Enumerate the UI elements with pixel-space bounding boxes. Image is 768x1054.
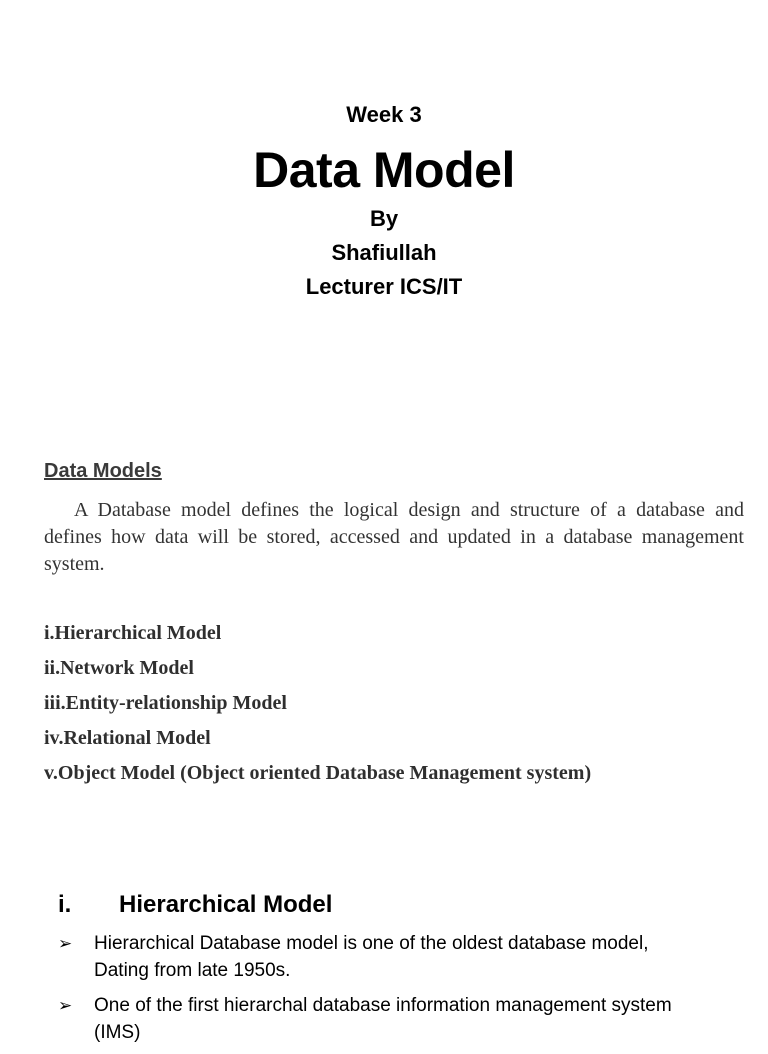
bullet-text: One of the first hierarchal database information management system (IMS) xyxy=(94,995,672,1043)
list-item: ii.Network Model xyxy=(44,657,194,679)
arrow-bullet-icon: ➢ xyxy=(58,934,73,953)
section-number: i. xyxy=(58,891,72,918)
data-models-intro: A Database model defines the logical design and structure of a database and defines how data will be stored, accessed and updated in a database management system. xyxy=(44,499,744,575)
list-item: v.Object Model (Object oriented Database Management system) xyxy=(44,762,592,784)
week-label: Week 3 xyxy=(346,102,422,127)
data-models-list xyxy=(44,618,591,793)
hierarchical-bullets xyxy=(58,930,678,1054)
list-item xyxy=(58,930,678,984)
author-name: Shafiullah xyxy=(331,240,437,265)
list-item: iii.Entity-relationship Model xyxy=(44,692,287,714)
bullet-text: Hierarchical Database model is one of the oldest database model, Dating from late 1950s. xyxy=(94,933,649,981)
arrow-bullet-icon: ➢ xyxy=(58,996,73,1015)
author-role: Lecturer ICS/IT xyxy=(305,274,463,299)
by-label: By xyxy=(369,206,399,231)
hierarchical-model-heading xyxy=(58,888,332,922)
data-models-heading: Data Models xyxy=(44,460,162,482)
list-item: i.Hierarchical Model xyxy=(44,622,222,644)
list-item: iv.Relational Model xyxy=(44,727,211,749)
section-title: Hierarchical Model xyxy=(119,891,333,918)
list-item xyxy=(58,992,678,1046)
title-slide xyxy=(0,100,768,304)
page-title: Data Model xyxy=(253,142,515,198)
